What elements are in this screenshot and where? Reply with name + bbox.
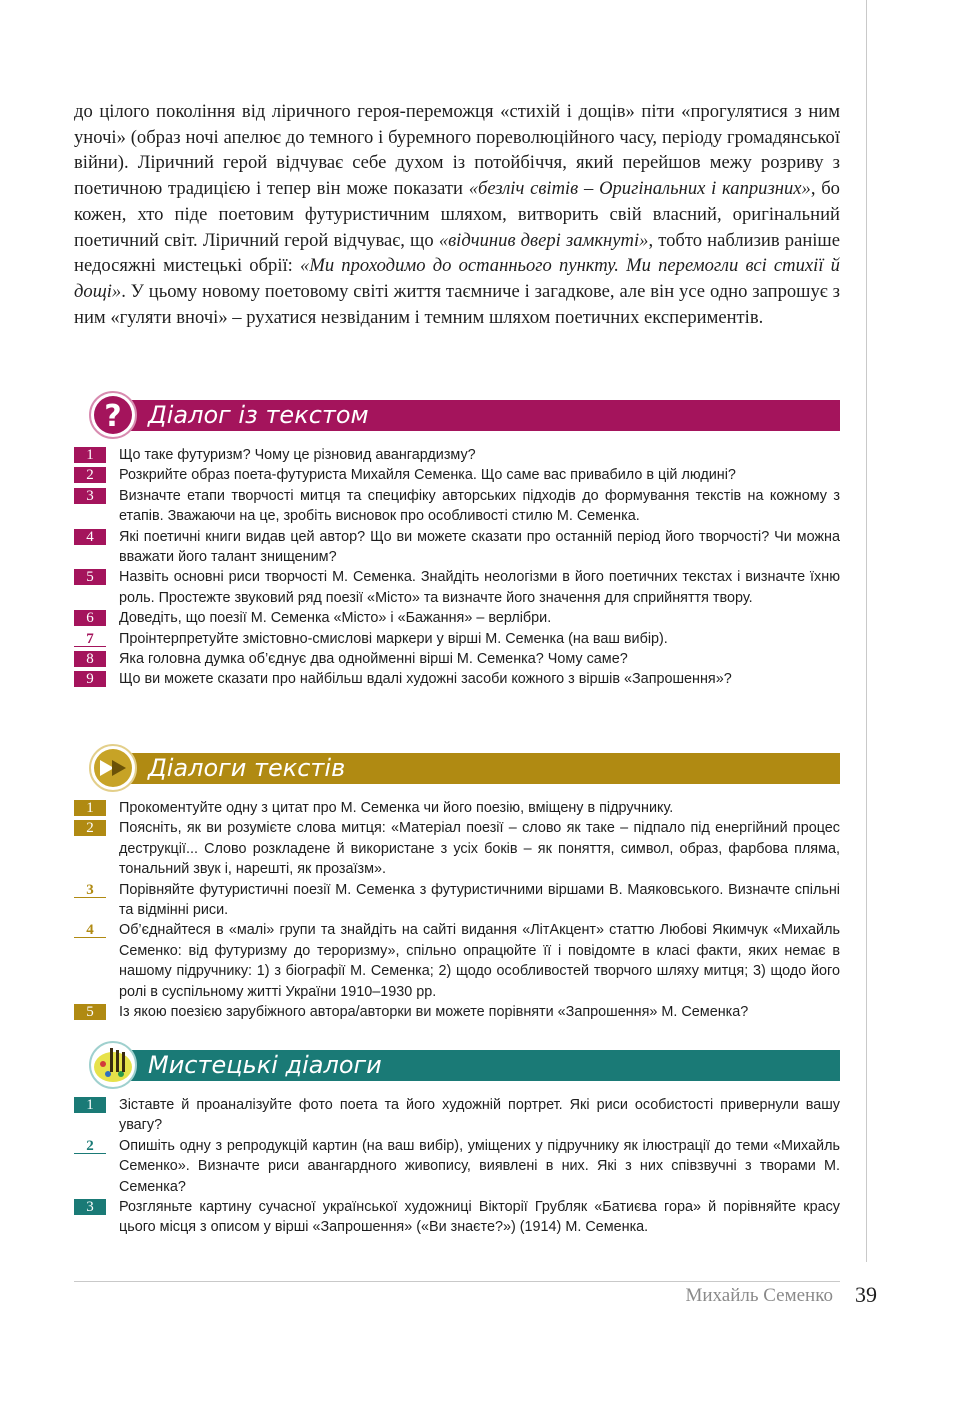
question-list-dialog — [74, 445, 840, 690]
question-item — [74, 798, 840, 818]
section-title: Мистецькі діалоги — [148, 1051, 382, 1079]
question-number-badge: 3 — [74, 1199, 106, 1215]
question-list-art — [74, 1095, 840, 1238]
question-number-badge: 6 — [74, 610, 106, 626]
intro-paragraph: до цілого покоління від ліричного героя-переможця «стихій і дощів» піти «прогулятися з ним уночі» (образ ночі апелює до темного і буремного пореволюційного часу, періоду громадянської війни). Ліричний герой відчуває себе духом із потойбіччя, який перейшов межу розриву з поетичною традицією і тепер він може показати «безліч світів – Оригінальних і капризних», бо кожен, хто піде поетовим футуристичним шляхом, витворить свій власний, оригінальний поетичний світ. Ліричний герой відчуває, що «відчинив двері замкнуті», тобто наблизив раніше недосяжні мистецькі обрії: «Ми проходимо до останнього пункту. Ми перемогли всі стихії й дощі». У цьому новому поетовому світі життя таємниче і загадкове, але він усе одно запрошує з ним «гуляти вночі» – рухатися незвіданим і темним шляхом поетичних експериментів. — [74, 101, 841, 328]
question-item — [74, 527, 840, 568]
question-item — [74, 818, 840, 879]
section-title: Діалог із текстом — [148, 401, 369, 429]
question-number-badge: 7 — [74, 631, 106, 647]
question-text: Зіставте й проаналізуйте фото поета та його художній портрет. Які риси особистості привернули вашу увагу? — [119, 1097, 840, 1134]
question-text: Назвіть основні риси творчості М. Семенка. Знайдіть неологізми в його поетичних текстах і визначте їхню роль. Простежте звуковий ряд поезії «Місто» та визначте його значення для сприйняття твору. — [119, 569, 840, 606]
question-text: Прокоментуйте одну з цитат про М. Семенка чи його поезію, вміщену в підручнику. — [119, 800, 674, 816]
page-number: 39 — [855, 1282, 877, 1307]
footer-divider — [74, 1281, 840, 1282]
question-number-badge: 9 — [74, 671, 106, 687]
question-number-badge: 3 — [74, 882, 106, 898]
question-text: Розгляньте картину сучасної української художниці Вікторії Грубляк «Батиєва гора» й порівняйте красу цього місця з описом у вірші «Запрошення» («Ви знаєте?») (1914) М. Семенка. — [119, 1199, 840, 1236]
question-number-badge: 4 — [74, 529, 106, 545]
question-list-texts — [74, 798, 840, 1022]
question-item — [74, 629, 840, 649]
question-text: Доведіть, що поезії М. Семенка «Місто» і «Бажання» – верлібри. — [119, 610, 552, 627]
footer-author: Михайль Семенко — [685, 1285, 833, 1306]
question-text: Порівняйте футуристичні поезії М. Семенка з футуристичними віршами В. Маяковського. Визначте спільні та відмінні риси. — [119, 881, 840, 919]
arrows-exchange-icon — [88, 743, 138, 793]
question-item — [74, 465, 840, 485]
section-banner-dialog — [74, 399, 840, 434]
question-number-badge: 5 — [74, 569, 106, 585]
question-text: Проінтерпретуйте змістовно-смислові маркери у вірші М. Семенка (на ваш вибір). — [119, 630, 668, 647]
section-banner-texts — [74, 753, 840, 784]
question-item — [74, 920, 840, 1002]
question-text: Із якою поезією зарубіжного автора/авторки ви можете порівняти «Запрошення» М. Семенка? — [119, 1004, 749, 1021]
question-text: Розкрийте образ поета-футуриста Михайля Семенка. Що саме вас привабило в цій людині? — [119, 467, 736, 484]
palette-brushes-icon — [88, 1040, 138, 1090]
question-item — [74, 649, 840, 669]
question-number-badge: 5 — [74, 1004, 106, 1020]
question-item — [74, 880, 840, 921]
question-mark-icon — [88, 390, 138, 440]
question-item — [74, 1136, 840, 1197]
question-text: Об’єднайтеся в «малі» групи та знайдіть на сайті видання «ЛітАкцент» статтю Любові Якимчук «Михайль Семенко: від футуризму до тероризму», спільно опрацюйте її і повідомте в класі факти, яких немає в нашому підручнику: 1) з біографії М. Семенка; 2) щодо особливостей творчого шляху митця; 3) щодо його ролі в суспільному житті України 1910–1930 рр. — [119, 922, 840, 1000]
section-title: Діалоги текстів — [148, 754, 346, 782]
question-number-badge: 4 — [74, 922, 106, 938]
question-number-badge: 1 — [74, 447, 106, 463]
question-number-badge: 2 — [74, 820, 106, 836]
question-item — [74, 1095, 840, 1136]
svg-text:?: ? — [104, 399, 122, 434]
question-text: Що ви можете сказати про найбільш вдалі художні засоби кожного з віршів «Запрошення»? — [119, 671, 732, 688]
page-margin-line — [866, 0, 867, 1262]
question-text: Що таке футуризм? Чому це різновид авангардизму? — [119, 447, 476, 463]
question-item — [74, 1197, 840, 1238]
question-text: Які поетичні книги видав цей автор? Що ви можете сказати про останній період його творчості? Чи можна вважати його талант знищеним? — [119, 528, 840, 566]
question-item — [74, 567, 840, 608]
question-text: Опишіть одну з репродукцій картин (на ваш вибір), уміщених у підручнику як ілюстрації до теми «Михайль Семенко». Визначте риси авангардного живопису, виявлені в них. Які з них співзвучні з творами М. Семенка? — [119, 1137, 840, 1195]
question-number-badge: 1 — [74, 1097, 106, 1113]
question-number-badge: 2 — [74, 1138, 106, 1154]
question-number-badge: 8 — [74, 651, 106, 667]
question-item — [74, 445, 840, 465]
question-item — [74, 486, 840, 527]
question-item — [74, 669, 840, 689]
question-number-badge: 1 — [74, 800, 106, 816]
question-item — [74, 608, 840, 628]
question-text: Поясніть, як ви розумієте слова митця: «Матеріал поезії – слово як таке – підпало під енергійний процес деструкції... Слово розкладене й використане з усіх боків – як поняття, символ, образ, фарбова пляма, тональний звук і, нарешті, як прозаїзм». — [119, 820, 840, 878]
question-text: Яка головна думка об’єднує два однойменні вірші М. Семенка? Чому саме? — [119, 651, 628, 668]
question-item — [74, 1002, 840, 1022]
section-banner-art — [74, 1050, 840, 1081]
question-number-badge: 2 — [74, 467, 106, 483]
question-text: Визначте етапи творчості митця та специфіку авторських підходів до формування текстів на кожному з етапів. Зважаючи на це, зробіть висновок про особливості стилю М. Семенка. — [119, 487, 840, 525]
question-number-badge: 3 — [74, 488, 106, 504]
